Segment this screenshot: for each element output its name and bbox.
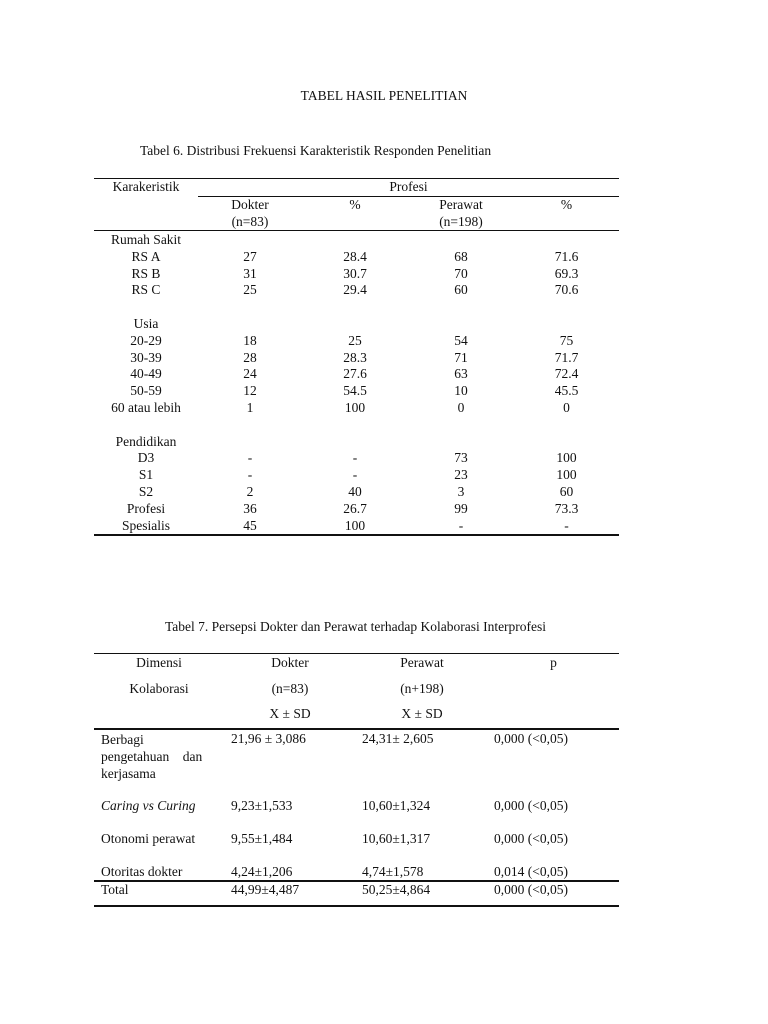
table6-row-label: RS A [131,249,161,264]
table6-cell: 100 [344,518,366,533]
table7-header-kolaborasi: Kolaborasi [129,681,189,696]
table7-total-dokter: 44,99±4,487 [231,882,300,897]
table7-row-otonomi-p: 0,000 (<0,05) [494,831,568,846]
table6-cell: 27.6 [343,366,367,381]
table6-cell: 26.7 [343,501,367,516]
table6-cell: 71 [454,350,468,365]
table6-header-perawat: Perawat [439,197,483,212]
table7-bottom-rule [94,905,619,907]
table6-row-label: RS C [131,282,161,297]
table6-row-label: S2 [138,484,154,499]
table6-cell: 45 [243,518,257,533]
table7-row-otoritas-dokter: 4,24±1,206 [231,864,293,879]
table6-cell: 73.3 [554,501,579,516]
table6-cell: - [247,467,253,482]
table6-cell: - [352,450,358,465]
table6-row-label: Spesialis [121,518,170,533]
table6-cell: 3 [457,484,465,499]
table6-header-karakteristik: Karakeristik [112,179,180,194]
table6-bottom-rule [94,534,619,536]
table6-header-dokter-n: (n=83) [231,214,269,229]
table6-cell: 72.4 [554,366,579,381]
table6-cell: 28.4 [343,249,367,264]
table6-header-rule [94,230,619,231]
table6-cell: 54 [454,333,468,348]
table7-total-dimensi: Total [101,882,129,897]
table6-cell: 18 [243,333,257,348]
table6-cell: 100 [556,450,577,465]
table6-cell: 27 [243,249,257,264]
table7-row-otonomi-dimensi: Otonomi perawat [101,831,196,846]
table6-cell: 1 [246,400,254,415]
table7-header-perawat: Perawat [400,655,444,670]
table6-cell: 75 [559,333,574,348]
table7-total-perawat: 50,25±4,864 [362,882,431,897]
table6-caption: Tabel 6. Distribusi Frekuensi Karakteristik Responden Penelitian [140,143,492,158]
table7-row-otoritas-dimensi: Otoritas dokter [101,864,183,879]
table6-cell: 68 [454,249,468,264]
table7-header-perawat-n: (n+198) [400,681,444,696]
table6-cell: 10 [454,383,468,398]
table7-total-p: 0,000 (<0,05) [494,882,568,897]
table7-header-rule [94,728,619,730]
table7-caption: Tabel 7. Persepsi Dokter dan Perawat terhadap Kolaborasi Interprofesi [165,619,547,634]
table6-cell: 31 [243,266,257,281]
table7-top-rule [94,653,619,654]
table6-cell: 12 [243,383,257,398]
table6-row-label: RS B [131,266,161,281]
table6-cell: - [352,467,358,482]
table7-row-berbagi-perawat: 24,31± 2,605 [362,731,434,746]
table6-cell: - [458,518,464,533]
table6-cell: 60 [454,282,468,297]
table7-row-otonomi-perawat: 10,60±1,317 [362,831,431,846]
table7-row-caring-dokter: 9,23±1,533 [231,798,293,813]
table6-row-label: 20-29 [130,333,162,348]
table6-header-pct-perawat: % [560,197,573,212]
table7-row-berbagi-p: 0,000 (<0,05) [494,731,568,746]
table6-header-perawat-n: (n=198) [439,214,483,229]
table7-row-otoritas-p: 0,014 (<0,05) [494,864,568,879]
table7-row-otonomi-dokter: 9,55±1,484 [231,831,293,846]
table7-header-dokter-n: (n=83) [271,681,309,696]
table6-cell: 25 [243,282,257,297]
table6-group-title: Pendidikan [115,434,177,449]
table6-cell: 30.7 [343,266,367,281]
table6-cell: - [564,518,569,533]
table6-cell: 99 [454,501,468,516]
table6-row-label: 60 atau lebih [111,400,181,415]
table6-cell: 45.5 [554,383,579,398]
table6-cell: 24 [243,366,257,381]
table6-row-label: 30-39 [130,350,162,365]
table6-cell: 40 [348,484,362,499]
table7-row-caring-dimensi: Caring vs Curing [101,798,196,813]
table6-group-title: Rumah Sakit [110,232,182,247]
table6-cell: 28.3 [343,350,367,365]
table6-cell: - [247,450,253,465]
table7-header-dokter-stat: X ± SD [269,706,311,721]
table6-cell: 0 [457,400,465,415]
table6-row-label: Profesi [126,501,166,516]
table6-cell: 70 [454,266,468,281]
table7-header-dimensi: Dimensi [136,655,182,670]
table6-cell: 100 [556,467,577,482]
table7-row-caring-perawat: 10,60±1,324 [362,798,431,813]
table6-cell: 23 [454,467,468,482]
table6-row-label: S1 [138,467,154,482]
table7-header-perawat-stat: X ± SD [401,706,443,721]
table6-header-dokter: Dokter [231,197,269,212]
table7-header-p: p [550,655,557,670]
page-title: TABEL HASIL PENELITIAN [300,88,468,103]
table6-group-title: Usia [133,316,159,331]
table6-header-profesi: Profesi [389,179,428,194]
table6-cell: 36 [243,501,257,516]
table6-cell: 100 [344,400,366,415]
table7-row-berbagi-dimensi: Berbagi pengetahuan dan kerjasama [101,732,203,781]
table7-row-caring-p: 0,000 (<0,05) [494,798,568,813]
table6-cell: 54.5 [343,383,367,398]
table6-cell: 25 [348,333,362,348]
table6-row-label: 40-49 [130,366,162,381]
table6-cell: 73 [454,450,468,465]
table6-cell: 63 [454,366,468,381]
table6-cell: 71.7 [554,350,579,365]
table6-cell: 69.3 [554,266,579,281]
table7-header-dokter: Dokter [271,655,309,670]
table6-row-label: D3 [137,450,155,465]
table6-cell: 60 [559,484,574,499]
table7-row-otoritas-perawat: 4,74±1,578 [362,864,424,879]
table6-cell: 70.6 [554,282,579,297]
table6-row-label: 50-59 [130,383,162,398]
table6-cell: 2 [246,484,254,499]
table6-cell: 71.6 [554,249,579,264]
table6-cell: 29.4 [343,282,367,297]
table7-row-berbagi-dokter: 21,96 ± 3,086 [231,731,306,746]
table6-header-pct-dokter: % [349,197,361,212]
table6-cell: 0 [563,400,570,415]
table6-cell: 28 [243,350,257,365]
